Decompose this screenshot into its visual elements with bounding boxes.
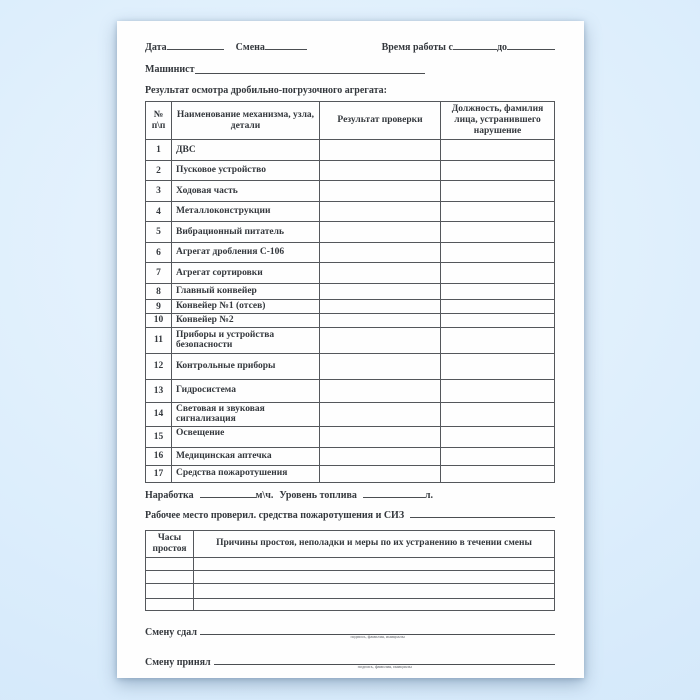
col-header-number: № п\п	[146, 102, 172, 140]
check-result-cell	[320, 327, 441, 353]
row-number-cell: 3	[146, 181, 172, 202]
shift-accepted-line	[145, 655, 555, 676]
col-header-downtime-reasons: Причины простоя, неполадки и меры по их устранению в течении смены	[194, 530, 555, 557]
machinist-label: Машинист	[145, 64, 195, 75]
fixer-cell	[441, 161, 555, 181]
row-number-cell: 8	[146, 284, 172, 300]
mechanism-name-cell: Медицинская аптечка	[172, 447, 320, 465]
check-result-cell	[320, 202, 441, 222]
downtime-empty-row	[146, 557, 555, 570]
fixer-cell	[441, 379, 555, 402]
fuel-blank-line	[363, 489, 425, 498]
downtime-hours-cell	[146, 583, 194, 598]
table-row	[146, 314, 555, 328]
fixer-cell	[441, 222, 555, 243]
signature-caption: подпись, фамилия, инициалы	[350, 634, 405, 639]
mechanism-name-cell: Световая и звуковая сигнализация	[172, 402, 320, 426]
check-result-cell	[320, 222, 441, 243]
mechanism-name-cell: Конвейер №2	[172, 314, 320, 328]
check-result-cell	[320, 447, 441, 465]
table-row	[146, 379, 555, 402]
downtime-hours-cell	[146, 598, 194, 610]
check-result-cell	[320, 263, 441, 284]
check-result-cell	[320, 426, 441, 447]
row-number-cell: 5	[146, 222, 172, 243]
col-header-result: Результат проверки	[320, 102, 441, 140]
fixer-cell	[441, 314, 555, 328]
row-number-cell: 2	[146, 161, 172, 181]
form-page	[117, 21, 584, 678]
row-number-cell: 6	[146, 243, 172, 263]
mechanism-name-cell: Металлоконструкции	[172, 202, 320, 222]
table-row	[146, 181, 555, 202]
table-row	[146, 426, 555, 447]
worked-label: Наработка	[145, 489, 194, 501]
table-row	[146, 140, 555, 161]
downtime-table-header-row	[146, 530, 555, 557]
fixer-cell	[441, 300, 555, 314]
table-row	[146, 447, 555, 465]
shift-handed-label: Смену сдал	[145, 626, 197, 638]
check-result-cell	[320, 379, 441, 402]
mechanism-name-cell: Конвейер №1 (отсев)	[172, 300, 320, 314]
shift-blank-line	[265, 41, 307, 50]
mechanism-name-cell: Гидросистема	[172, 379, 320, 402]
table-row	[146, 222, 555, 243]
signature-caption: подпись, фамилия, инициалы	[357, 664, 412, 669]
check-result-cell	[320, 284, 441, 300]
check-result-cell	[320, 402, 441, 426]
fixer-cell	[441, 402, 555, 426]
downtime-reason-cell	[194, 557, 555, 570]
machinist-blank-line	[195, 65, 425, 74]
mechanism-name-cell: Вибрационный питатель	[172, 222, 320, 243]
row-number-cell: 1	[146, 140, 172, 161]
fuel-label: Уровень топлива	[279, 489, 357, 501]
fixer-cell	[441, 426, 555, 447]
check-result-cell	[320, 353, 441, 379]
date-label: Дата	[145, 42, 167, 53]
workplace-check-label: Рабочее место проверил. средства пожаротушения и СИЗ	[145, 509, 405, 521]
mechanism-name-cell: Средства пожаротушения	[172, 465, 320, 482]
table-row	[146, 284, 555, 300]
fixer-cell	[441, 353, 555, 379]
shift-accepted-label: Смену принял	[145, 656, 211, 668]
downtime-table	[145, 530, 555, 611]
fixer-cell	[441, 284, 555, 300]
row-number-cell: 11	[146, 327, 172, 353]
row-number-cell: 10	[146, 314, 172, 328]
mechanism-name-cell: Пусковое устройство	[172, 161, 320, 181]
fixer-cell	[441, 140, 555, 161]
check-result-cell	[320, 465, 441, 482]
inspection-table	[145, 101, 555, 483]
table-row	[146, 161, 555, 181]
fixer-cell	[441, 202, 555, 222]
downtime-reason-cell	[194, 583, 555, 598]
date-blank-line	[167, 41, 224, 50]
mechanism-name-cell: Освещение	[172, 426, 320, 447]
header-line-1	[145, 41, 555, 53]
mechanism-name-cell: Контрольные приборы	[172, 353, 320, 379]
work-time-from-label: Время работы с	[381, 42, 453, 53]
downtime-empty-row	[146, 598, 555, 610]
work-time-to-label: до	[496, 42, 507, 53]
shift-handed-blank-line	[200, 625, 555, 639]
downtime-reason-cell	[194, 570, 555, 583]
check-result-cell	[320, 161, 441, 181]
row-number-cell: 9	[146, 300, 172, 314]
machinist-line	[145, 64, 555, 75]
table-row	[146, 243, 555, 263]
table-row	[146, 353, 555, 379]
metrics-line	[145, 489, 555, 501]
worked-unit: м\ч.	[255, 489, 274, 501]
downtime-hours-cell	[146, 570, 194, 583]
mechanism-name-cell: Агрегат дробления С-106	[172, 243, 320, 263]
fixer-cell	[441, 243, 555, 263]
shift-label: Смена	[235, 42, 265, 53]
shift-accepted-blank-line	[214, 655, 555, 669]
row-number-cell: 15	[146, 426, 172, 447]
col-header-downtime-hours: Часы простоя	[146, 530, 194, 557]
fixer-cell	[441, 263, 555, 284]
mechanism-name-cell: Главный конвейер	[172, 284, 320, 300]
fuel-unit: л.	[424, 489, 434, 501]
fixer-cell	[441, 181, 555, 202]
workplace-check-blank-line	[410, 509, 555, 518]
fixer-cell	[441, 447, 555, 465]
row-number-cell: 4	[146, 202, 172, 222]
mechanism-name-cell: Агрегат сортировки	[172, 263, 320, 284]
table-row	[146, 465, 555, 482]
inspection-table-header-row	[146, 102, 555, 140]
row-number-cell: 14	[146, 402, 172, 426]
mechanism-name-cell: ДВС	[172, 140, 320, 161]
row-number-cell: 17	[146, 465, 172, 482]
work-time-to-blank-line	[507, 41, 555, 50]
work-time-from-blank-line	[453, 41, 497, 50]
shift-handed-line	[145, 625, 555, 646]
check-result-cell	[320, 181, 441, 202]
downtime-reason-cell	[194, 598, 555, 610]
fixer-cell	[441, 465, 555, 482]
row-number-cell: 16	[146, 447, 172, 465]
table-row	[146, 300, 555, 314]
row-number-cell: 12	[146, 353, 172, 379]
table-row	[146, 327, 555, 353]
downtime-empty-row	[146, 570, 555, 583]
table-row	[146, 402, 555, 426]
col-header-mechanism: Наименование механизма, узла, детали	[172, 102, 320, 140]
worked-blank-line	[200, 489, 256, 498]
check-result-cell	[320, 140, 441, 161]
row-number-cell: 13	[146, 379, 172, 402]
check-result-cell	[320, 243, 441, 263]
table-row	[146, 263, 555, 284]
check-result-cell	[320, 314, 441, 328]
workplace-check-line	[145, 509, 555, 521]
check-result-cell	[320, 300, 441, 314]
row-number-cell: 7	[146, 263, 172, 284]
mechanism-name-cell: Ходовая часть	[172, 181, 320, 202]
table-row	[146, 202, 555, 222]
section-title: Результат осмотра дробильно-погрузочного агрегата:	[145, 85, 387, 96]
downtime-hours-cell	[146, 557, 194, 570]
mechanism-name-cell: Приборы и устройства безопасности	[172, 327, 320, 353]
col-header-fixer: Должность, фамилия лица, устранившего нарушение	[441, 102, 555, 140]
fixer-cell	[441, 327, 555, 353]
downtime-empty-row	[146, 583, 555, 598]
